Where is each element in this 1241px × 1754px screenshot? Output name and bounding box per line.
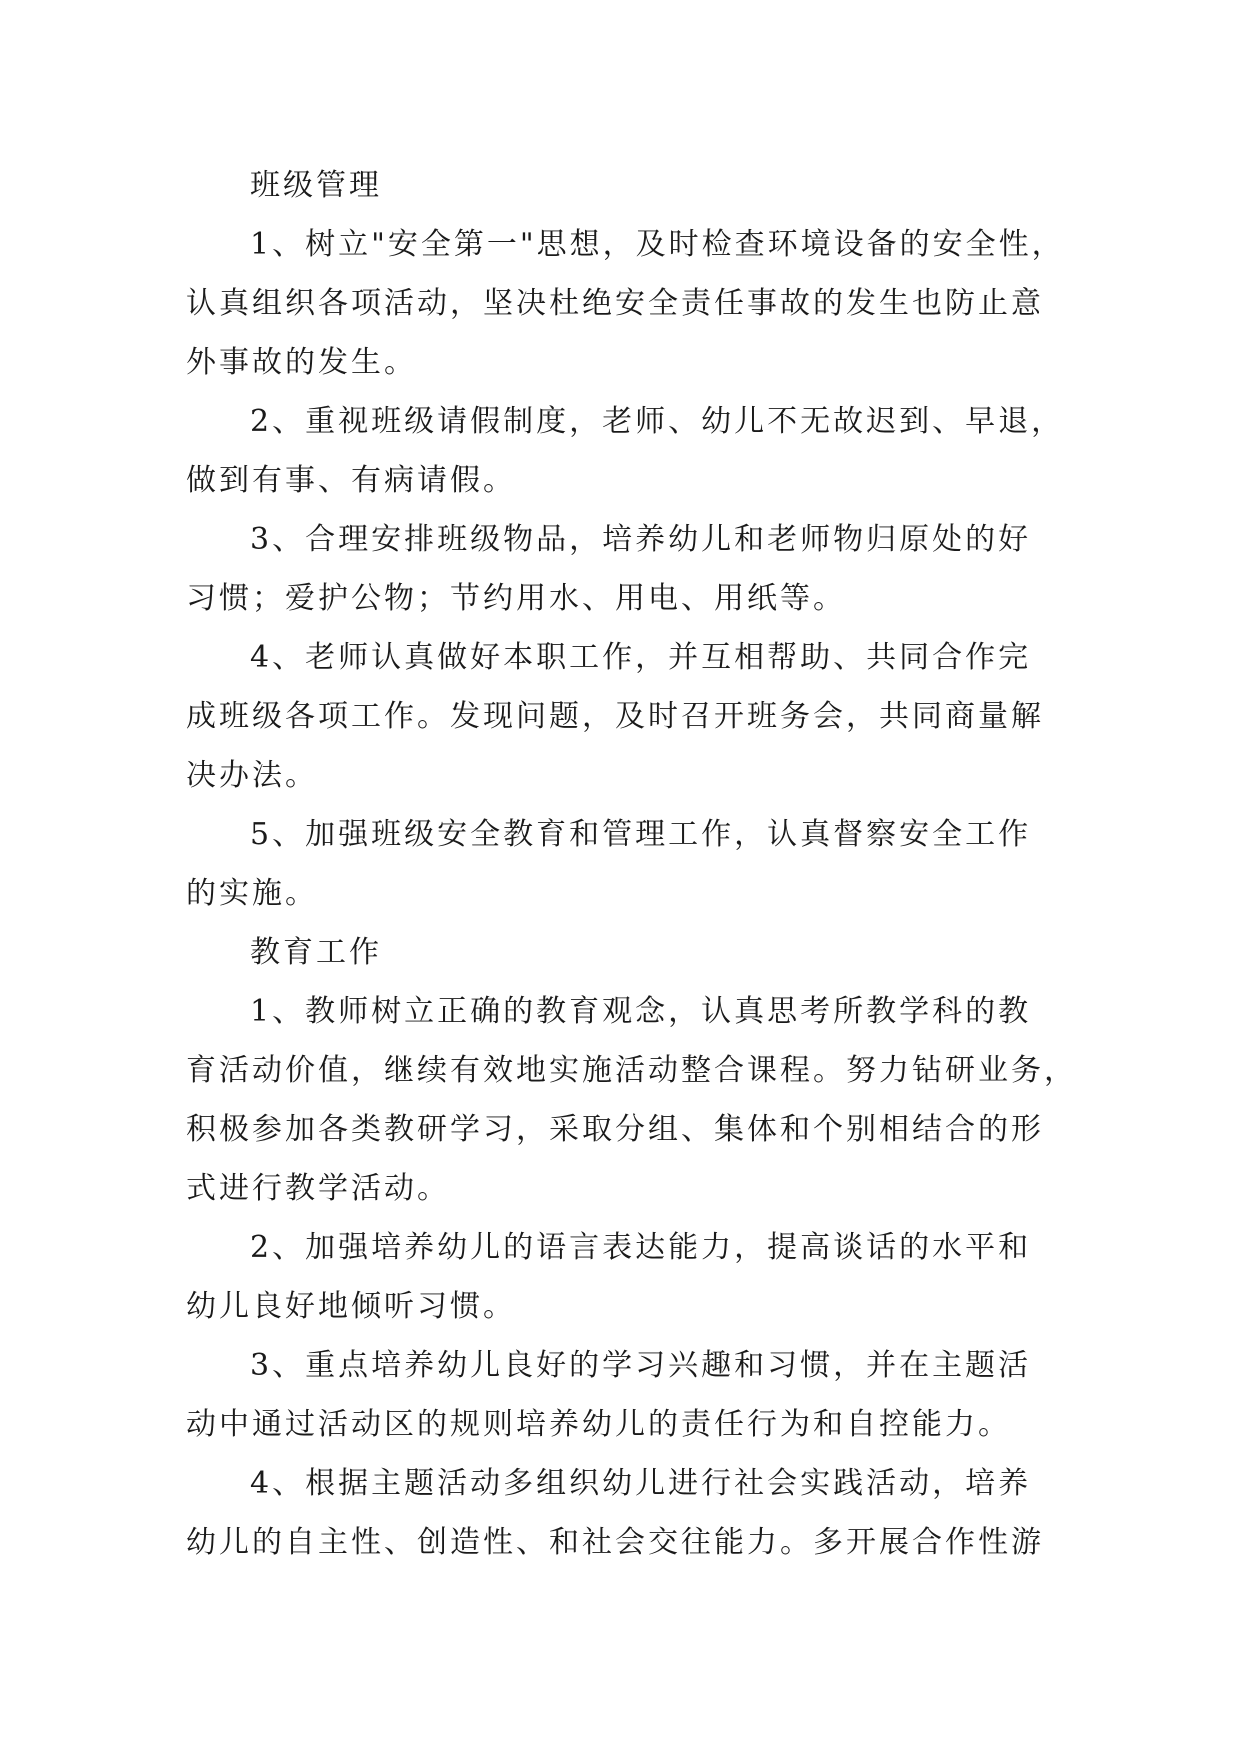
text-line: 2、加强培养幼儿的语言表达能力，提高谈话的水平和 xyxy=(250,1230,1032,1265)
paragraph-teacher-duties xyxy=(186,628,1056,805)
section-heading-class-management: 班级管理 xyxy=(250,168,382,203)
text-line: 1、树立"安全第一"思想，及时检查环境设备的安全性， xyxy=(250,227,1065,262)
text-line: 动中通过活动区的规则培养幼儿的责任行为和自控能力。 xyxy=(186,1407,1011,1442)
text-line: 2、重视班级请假制度，老师、幼儿不无故迟到、早退， xyxy=(250,404,1065,439)
document-body xyxy=(186,156,1077,1572)
paragraph-learning-habits xyxy=(186,1336,1056,1454)
text-line: 3、合理安排班级物品，培养幼儿和老师物归原处的好 xyxy=(250,522,1032,557)
text-line: 成班级各项工作。发现问题，及时召开班务会，共同商量解 xyxy=(186,699,1044,734)
text-line: 习惯；爱护公物；节约用水、用电、用纸等。 xyxy=(186,581,846,616)
text-line: 3、重点培养幼儿良好的学习兴趣和习惯，并在主题活 xyxy=(250,1348,1032,1383)
text-line: 幼儿良好地倾听习惯。 xyxy=(186,1289,516,1324)
text-line: 幼儿的自主性、创造性、和社会交往能力。多开展合作性游 xyxy=(186,1525,1044,1560)
text-line: 认真组织各项活动，坚决杜绝安全责任事故的发生也防止意 xyxy=(186,286,1044,321)
text-line: 5、加强班级安全教育和管理工作，认真督察安全工作 xyxy=(250,817,1032,852)
paragraph-education-concept xyxy=(186,982,1077,1218)
paragraph-leave-policy xyxy=(186,392,1065,510)
text-line: 决办法。 xyxy=(186,758,318,793)
text-line: 4、老师认真做好本职工作，并互相帮助、共同合作完 xyxy=(250,640,1032,675)
paragraph-language-ability xyxy=(186,1218,1056,1336)
text-line: 积极参加各类教研学习，采取分组、集体和个别相结合的形 xyxy=(186,1112,1044,1147)
text-line: 的实施。 xyxy=(186,876,318,911)
text-line: 式进行教学活动。 xyxy=(186,1171,450,1206)
paragraph-safety-education xyxy=(186,805,1056,923)
paragraph-class-items xyxy=(186,510,1056,628)
paragraph-safety-first xyxy=(186,215,1065,392)
paragraph-social-practice xyxy=(186,1454,1056,1572)
text-line: 1、教师树立正确的教育观念，认真思考所教学科的教 xyxy=(250,994,1032,1029)
text-line: 育活动价值，继续有效地实施活动整合课程。努力钻研业务， xyxy=(186,1053,1077,1088)
text-line: 外事故的发生。 xyxy=(186,345,417,380)
text-line: 做到有事、有病请假。 xyxy=(186,463,516,498)
section-heading-education-work: 教育工作 xyxy=(250,935,382,970)
text-line: 4、根据主题活动多组织幼儿进行社会实践活动，培养 xyxy=(250,1466,1032,1501)
